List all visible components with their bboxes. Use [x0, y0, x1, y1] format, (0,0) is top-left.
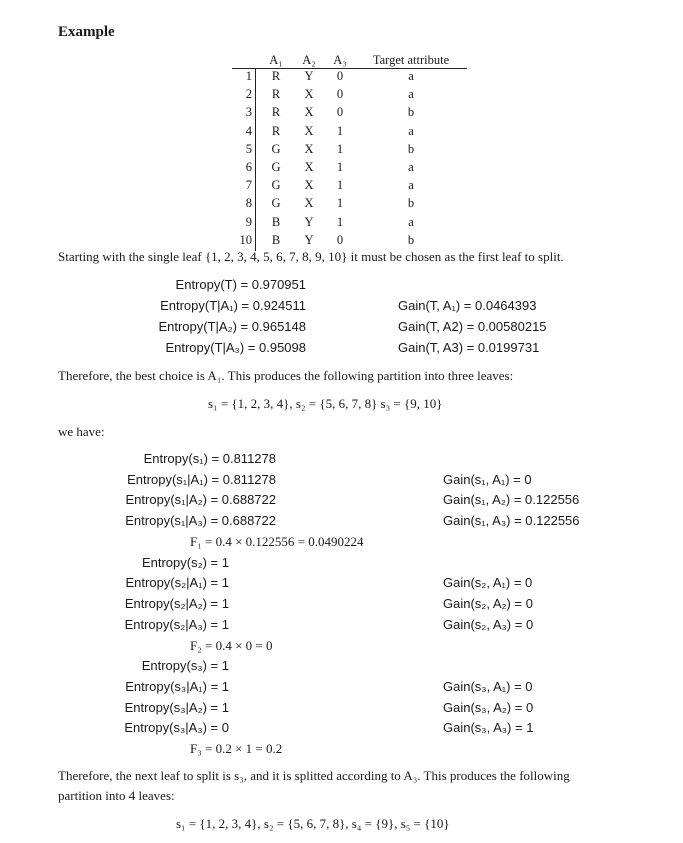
gain-s3-a2: Gain(s₃, A₂) = 0: [443, 700, 534, 715]
table-cell-a2: X: [304, 105, 314, 120]
header-a3: A₃: [333, 53, 347, 67]
table-cell-n: 10: [239, 232, 252, 247]
f2-formula: F₂ = 0.4 × 0 = 0: [190, 638, 273, 653]
table-cell-n: 8: [245, 196, 252, 211]
partition-four-leaves: s₁ = {1, 2, 3, 4}, s₂ = {5, 6, 7, 8}, s₄ = {9}, s₅ = {10}: [176, 816, 450, 831]
entropy-s2-a3: Entropy(s₂|A₃) = 1: [124, 617, 229, 632]
entropy-t-a3: Entropy(T|A₃) = 0.95098: [165, 340, 306, 355]
entropy-t-a1: Entropy(T|A₁) = 0.924511: [160, 298, 306, 313]
table-cell-a1: G: [271, 141, 281, 156]
table-cell-a1: B: [271, 232, 281, 247]
table-cell-a3: 0: [336, 232, 344, 247]
header-a1: A₁: [269, 53, 283, 67]
gain-t-a3: Gain(T, A3) = 0.0199731: [398, 340, 540, 355]
table-cell-a1: B: [271, 214, 281, 229]
entropy-s1-a3: Entropy(s₁|A₃) = 0.688722: [125, 513, 276, 528]
entropy-t: Entropy(T) = 0.970951: [175, 277, 306, 292]
table-cell-t: a: [408, 214, 414, 229]
entropy-s1-a2: Entropy(s₁|A₂) = 0.688722: [125, 492, 276, 507]
table-cell-t: b: [407, 232, 415, 247]
entropy-s3-a3: Entropy(s₃|A₃) = 0: [124, 720, 229, 735]
entropy-s2-a2: Entropy(s₂|A₂) = 1: [124, 596, 229, 611]
table-cell-a2: X: [304, 160, 314, 174]
gain-s2-a3: Gain(s₂, A₃) = 0: [443, 617, 534, 632]
table-cell-a3: 1: [336, 196, 344, 211]
entropy-s2-a1: Entropy(s₂|A₁) = 1: [125, 575, 229, 590]
entropy-s3-a1: Entropy(s₃|A₁) = 1: [125, 679, 229, 694]
table-cell-a1: G: [271, 160, 281, 174]
f3-formula: F₃ = 0.2 × 1 = 0.2: [190, 741, 283, 756]
entropy-t-a2: Entropy(T|A₂) = 0.965148: [158, 319, 306, 334]
table-cell-t: a: [408, 123, 414, 138]
table-cell-n: 3: [245, 105, 252, 120]
gain-s1-a1: Gain(s₁, A₁) = 0: [443, 472, 532, 487]
table-cell-n: 1: [245, 69, 252, 83]
table-cell-a2: X: [304, 178, 314, 193]
entropy-s3: Entropy(s₃) = 1: [141, 658, 229, 673]
table-cell-n: 4: [245, 123, 252, 138]
table-cell-a2: X: [304, 141, 314, 156]
table-cell-a3: 0: [336, 105, 344, 120]
paragraph-best-choice: Therefore, the best choice is A₁. This produces the following partition into three leaves:: [58, 368, 514, 383]
entropy-s3-a2: Entropy(s₃|A₂) = 1: [124, 700, 229, 715]
header-target: Target attribute: [372, 53, 450, 67]
gain-s1-a2: Gain(s₁, A₂) = 0.122556: [443, 492, 580, 507]
table-cell-t: a: [408, 178, 414, 193]
table-cell-a2: Y: [304, 214, 314, 229]
table-cell-n: 7: [245, 178, 252, 193]
entropy-s1: Entropy(s₁) = 0.811278: [143, 451, 276, 466]
table-cell-n: 5: [245, 141, 252, 156]
gain-t-a1: Gain(T, A₁) = 0.0464393: [398, 298, 537, 313]
table-cell-a1: G: [271, 178, 281, 193]
entropy-s2: Entropy(s₂) = 1: [141, 555, 229, 570]
gain-t-a2: Gain(T, A2) = 0.00580215: [398, 319, 547, 334]
gain-s3-a3: Gain(s₃, A₃) = 1: [443, 720, 534, 735]
table-cell-t: b: [407, 141, 415, 156]
table-cell-a2: Y: [304, 69, 314, 83]
table-left-rule: [255, 69, 256, 251]
table-cell-a3: 1: [336, 178, 344, 193]
we-have-label: we have:: [58, 424, 105, 439]
table-cell-a1: R: [271, 87, 281, 102]
f1-formula: F₁ = 0.4 × 0.122556 = 0.0490224: [190, 534, 364, 549]
table-cell-a1: G: [271, 196, 281, 211]
table-cell-n: 2: [245, 87, 252, 102]
header-a2: A₂: [302, 53, 316, 67]
partition-three-leaves: s₁ = {1, 2, 3, 4}, s₂ = {5, 6, 7, 8} s₃ = {9, 10}: [208, 396, 443, 411]
table-cell-a1: R: [271, 123, 281, 138]
table-cell-a3: 0: [336, 87, 344, 102]
entropy-s1-a1: Entropy(s₁|A₁) = 0.811278: [127, 472, 276, 487]
table-cell-t: b: [407, 196, 415, 211]
gain-s2-a1: Gain(s₂, A₁) = 0: [443, 575, 533, 590]
table-cell-a3: 1: [336, 141, 344, 156]
gain-s3-a1: Gain(s₃, A₁) = 0: [443, 679, 533, 694]
paragraph-next-split-line1: Therefore, the next leaf to split is s₃, and it is splitted according to A₃. This produces the following: [58, 768, 570, 783]
table-cell-t: a: [408, 87, 414, 102]
table-cell-t: a: [408, 160, 414, 174]
table-cell-a3: 1: [336, 123, 344, 138]
table-cell-a1: R: [271, 69, 281, 83]
table-cell-a1: R: [271, 105, 281, 120]
gain-s2-a2: Gain(s₂, A₂) = 0: [443, 596, 533, 611]
table-cell-a2: Y: [304, 232, 314, 247]
paragraph-first-split: Starting with the single leaf {1, 2, 3, 4, 5, 6, 7, 8, 9, 10} it must be chosen as the first leaf to split.: [58, 249, 564, 264]
table-cell-a3: 1: [336, 160, 344, 174]
table-cell-t: a: [408, 69, 414, 83]
table-cell-a3: 0: [336, 69, 344, 83]
table-cell-a2: X: [304, 123, 314, 138]
table-cell-a2: X: [304, 196, 314, 211]
table-cell-a2: X: [304, 87, 314, 102]
table-cell-n: 9: [245, 214, 252, 229]
table-cell-t: b: [407, 105, 415, 120]
paragraph-next-split-line2: partition into 4 leaves:: [58, 788, 175, 803]
example-heading: Example: [58, 24, 115, 40]
table-cell-n: 6: [245, 160, 252, 174]
table-cell-a3: 1: [336, 214, 344, 229]
gain-s1-a3: Gain(s₁, A₃) = 0.122556: [443, 513, 580, 528]
